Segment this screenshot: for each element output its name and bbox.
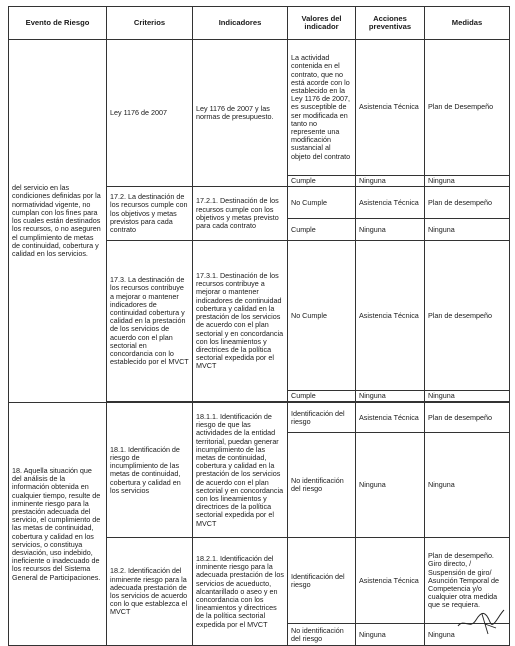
valor-cell: Cumple (288, 176, 356, 187)
indicador-cell: 17.3.1. Destinación de los recursos contribuye a mejorar o mantener indicadores de continuidad cobertura y calidad en la prestación de los servicios de acuerdo con el plan sectorial y en concordancia con los lineamientos y directrices de la política sectorial expedida por el MVCT (193, 241, 288, 402)
medida-cell: Plan de desempeño. Giro directo, / Suspensión de giro/ Asunción Temporal de Competencia y/o cualquier otra medida que se requiera. (425, 538, 510, 624)
header-medidas: Medidas (425, 7, 510, 40)
medida-cell: Plan de Desempeño (425, 40, 510, 176)
medida-cell: Ninguna (425, 176, 510, 187)
medida-cell: Ninguna (425, 624, 510, 646)
medida-cell: Ninguna (425, 219, 510, 241)
indicador-cell: Ley 1176 de 2007 y las normas de presupuesto. (193, 40, 288, 187)
accion-cell: Ninguna (356, 391, 425, 402)
valor-cell: Identificación del riesgo (288, 538, 356, 624)
accion-cell: Asistencia Técnica (356, 40, 425, 176)
medida-cell: Plan de desempeño (425, 187, 510, 219)
risk-table (8, 6, 510, 646)
medida-cell: Plan de desempeño (425, 241, 510, 391)
accion-cell: Ninguna (356, 624, 425, 646)
event-18-cell: 18. Aquella situación que del análisis de la información obtenida en cualquier tiempo, resulte de inminente riesgo para la prestación adecuada del servicio, el cumplimiento de las metas de continuidad, cobertura y calidad en los servicios, o constituya desviación, uso indebido, ineficiente o inadecuado de los recursos del Sistema General de Participaciones. (9, 403, 107, 646)
indicador-cell: 18.2.1. Identificación del inminente riesgo para la adecuada prestación de los servicios de acueducto, alcantarillado o aseo y en concordancia con los lineamientos y directrices de la política sectorial expedida por el MVCT (193, 538, 288, 646)
handwritten-signature (452, 604, 508, 638)
event-17-cell: del servicio en las condiciones definidas por la normatividad vigente, no cumplan con los fines para los cuales están destinados los recursos, o no aseguren el cumplimiento de metas de continuidad, cobertura y calidad en los servicios. (9, 40, 107, 403)
valor-cell: Identificación del riesgo (288, 403, 356, 433)
table-row (9, 40, 510, 176)
valor-cell: No Cumple (288, 187, 356, 219)
accion-cell: Asistencia Técnica (356, 538, 425, 624)
table-row (9, 403, 510, 433)
medida-cell: Ninguna (425, 391, 510, 402)
valor-cell: No Cumple (288, 241, 356, 391)
accion-cell: Ninguna (356, 176, 425, 187)
valor-cell: No identificación del riesgo (288, 433, 356, 538)
indicador-cell: 17.2.1. Destinación de los recursos cumple con los objetivos y metas previsto para cada contrato (193, 187, 288, 241)
valor-cell: No identificación del riesgo (288, 624, 356, 646)
medida-cell: Plan de desempeño (425, 403, 510, 433)
header-acciones: Acciones preventivas (356, 7, 425, 40)
accion-cell: Asistencia Técnica (356, 241, 425, 391)
accion-cell: Ninguna (356, 219, 425, 241)
criterio-cell: 18.1. Identificación de riesgo de incumplimiento de las metas de continuidad, cobertura y calidad en los servicios (107, 403, 193, 538)
criterio-cell: 17.2. La destinación de los recursos cumple con los objetivos y metas previstos para cada contrato (107, 187, 193, 241)
accion-cell: Ninguna (356, 433, 425, 538)
criterio-cell: 17.3. La destinación de los recursos contribuye a mejorar o mantener indicadores de continuidad cobertura y calidad en la prestación de los servicios de acuerdo con el plan sectorial en concordancia con lo establecido por el MVCT (107, 241, 193, 402)
valor-cell: Cumple (288, 219, 356, 241)
valor-cell: La actividad contenida en el contrato, que no está acorde con lo establecido en la Ley 1176 de 2007, es susceptible de ser modificada en tanto no represente una modificación sustancial al objeto del contrato (288, 40, 356, 176)
medida-cell: Ninguna (425, 433, 510, 538)
header-valores: Valores del indicador (288, 7, 356, 40)
header-indicadores: Indicadores (193, 7, 288, 40)
header-criterios: Criterios (107, 7, 193, 40)
valor-cell: Cumple (288, 391, 356, 402)
criterio-cell: Ley 1176 de 2007 (107, 40, 193, 187)
accion-cell: Asistencia Técnica (356, 187, 425, 219)
header-evento: Evento de Riesgo (9, 7, 107, 40)
accion-cell: Asistencia Técnica (356, 403, 425, 433)
indicador-cell: 18.1.1. Identificación de riesgo de que las actividades de la entidad territorial, puedan generar incumplimiento de las metas de continuidad, cobertura y calidad en la prestación de los servicios de acuerdo con el plan sectorial y en concordancia con los lineamientos y directrices de la política sectorial expedida por el MVCT (193, 403, 288, 538)
header-row (9, 7, 510, 40)
criterio-cell: 18.2. Identificación del inminente riesgo para la adecuada prestación de los servicios de acuerdo con lo que establezca el MVCT (107, 538, 193, 646)
